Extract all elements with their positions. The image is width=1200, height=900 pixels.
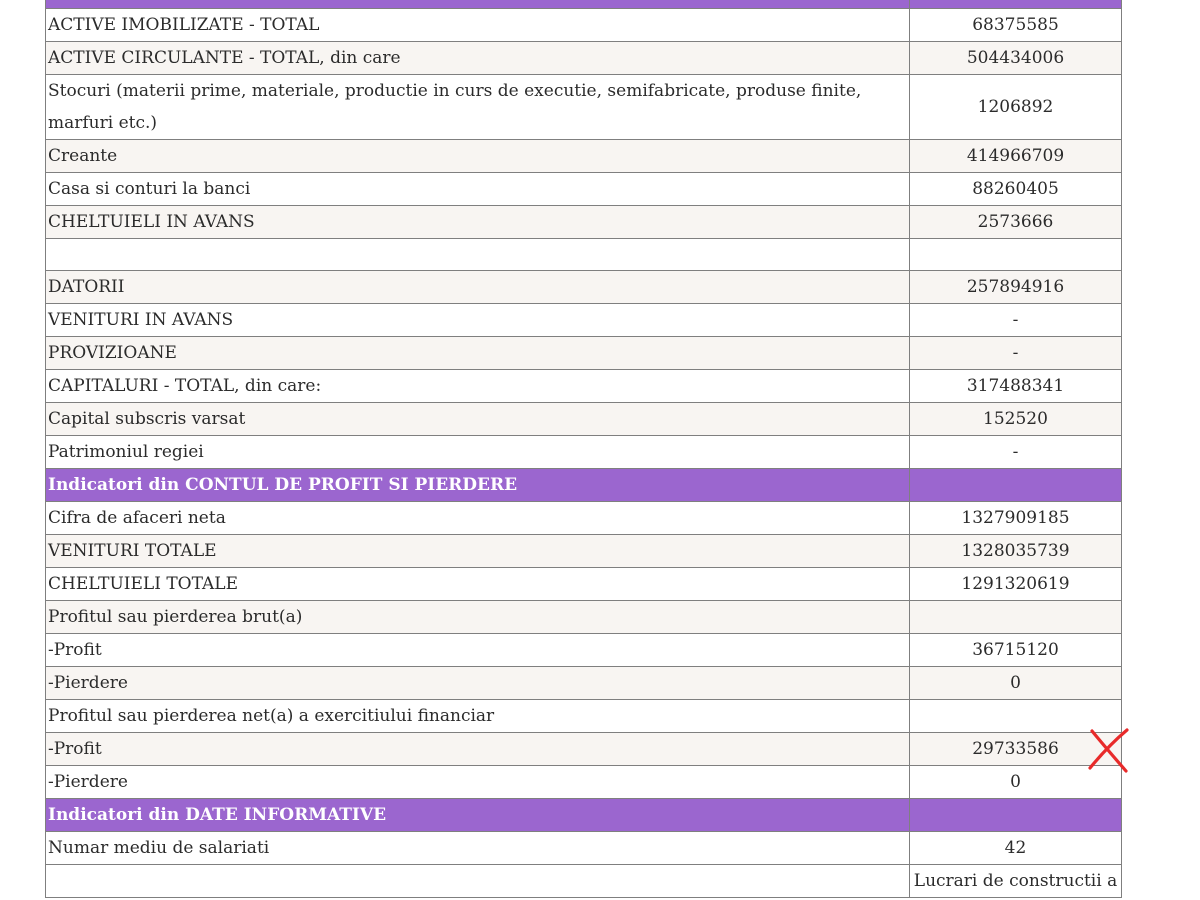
table-row: [46, 370, 1122, 403]
row-label: Casa si conturi la banci: [46, 173, 910, 206]
row-value: 2573666: [910, 206, 1122, 239]
row-label: Patrimoniul regiei: [46, 436, 910, 469]
table-header-strip-label: [46, 0, 910, 9]
row-label: Numar mediu de salariati: [46, 832, 910, 865]
financial-indicators-table-wrapper: [45, 0, 1121, 898]
row-value: 1328035739: [910, 535, 1122, 568]
row-value: 317488341: [910, 370, 1122, 403]
table-row: [46, 9, 1122, 42]
row-label: ACTIVE CIRCULANTE - TOTAL, din care: [46, 42, 910, 75]
row-value: -: [910, 337, 1122, 370]
section-header-value: [910, 799, 1122, 832]
row-value: 1291320619: [910, 568, 1122, 601]
table-row: [46, 271, 1122, 304]
row-value: 257894916: [910, 271, 1122, 304]
row-label: [46, 865, 910, 898]
table-row: [46, 403, 1122, 436]
row-label: Cifra de afaceri neta: [46, 502, 910, 535]
row-value: -: [910, 304, 1122, 337]
section-header-value: [910, 469, 1122, 502]
table-row: [46, 634, 1122, 667]
row-value: 42: [910, 832, 1122, 865]
table-row: [46, 733, 1122, 766]
row-label: -Profit: [46, 634, 910, 667]
table-row: [46, 173, 1122, 206]
row-value: 152520: [910, 403, 1122, 436]
table-row: [46, 865, 1122, 898]
row-label: CAPITALURI - TOTAL, din care:: [46, 370, 910, 403]
table-row: [46, 667, 1122, 700]
red-x-mark-icon: [1088, 728, 1130, 774]
section-header-label: Indicatori din DATE INFORMATIVE: [46, 799, 910, 832]
row-label: -Pierdere: [46, 766, 910, 799]
row-value: 68375585: [910, 9, 1122, 42]
row-label: DATORII: [46, 271, 910, 304]
section-header-profit-loss: [46, 469, 1122, 502]
financial-indicators-table: [45, 0, 1122, 898]
row-label: CHELTUIELI IN AVANS: [46, 206, 910, 239]
table-row-empty: [46, 239, 1122, 271]
row-label: -Pierdere: [46, 667, 910, 700]
table-row: [46, 568, 1122, 601]
row-value: 36715120: [910, 634, 1122, 667]
table-row: [46, 140, 1122, 173]
row-label: Creante: [46, 140, 910, 173]
section-header-label: Indicatori din CONTUL DE PROFIT SI PIERDERE: [46, 469, 910, 502]
table-header-strip-value: [910, 0, 1122, 9]
row-value: 1206892: [910, 75, 1122, 140]
row-label: VENITURI TOTALE: [46, 535, 910, 568]
row-value: 504434006: [910, 42, 1122, 75]
row-label: Profitul sau pierderea net(a) a exercitiului financiar: [46, 700, 910, 733]
row-value: 1327909185: [910, 502, 1122, 535]
row-value: 0: [910, 667, 1122, 700]
row-label: ACTIVE IMOBILIZATE - TOTAL: [46, 9, 910, 42]
row-value: 88260405: [910, 173, 1122, 206]
row-label: Stocuri (materii prime, materiale, productie in curs de executie, semifabricate, produse finite, marfuri etc.): [46, 75, 910, 140]
table-row: [46, 535, 1122, 568]
row-label: [46, 239, 910, 271]
row-label: Capital subscris varsat: [46, 403, 910, 436]
table-row: [46, 304, 1122, 337]
row-value: 0: [910, 766, 1122, 799]
row-label: VENITURI IN AVANS: [46, 304, 910, 337]
table-header-strip: [46, 0, 1122, 9]
row-label: Profitul sau pierderea brut(a): [46, 601, 910, 634]
table-row: [46, 42, 1122, 75]
row-value: 29733586: [910, 733, 1122, 766]
table-row: [46, 75, 1122, 140]
table-row: [46, 337, 1122, 370]
table-row: [46, 766, 1122, 799]
row-label: -Profit: [46, 733, 910, 766]
section-header-informative-data: [46, 799, 1122, 832]
table-row: [46, 206, 1122, 239]
row-value: [910, 601, 1122, 634]
row-value: Lucrari de constructii a: [910, 865, 1122, 898]
table-row: [46, 832, 1122, 865]
table-row: [46, 502, 1122, 535]
row-label: CHELTUIELI TOTALE: [46, 568, 910, 601]
table-row: [46, 601, 1122, 634]
row-value: [910, 239, 1122, 271]
table-row: [46, 436, 1122, 469]
row-value: 414966709: [910, 140, 1122, 173]
row-value: -: [910, 436, 1122, 469]
table-row: [46, 700, 1122, 733]
row-label: PROVIZIOANE: [46, 337, 910, 370]
